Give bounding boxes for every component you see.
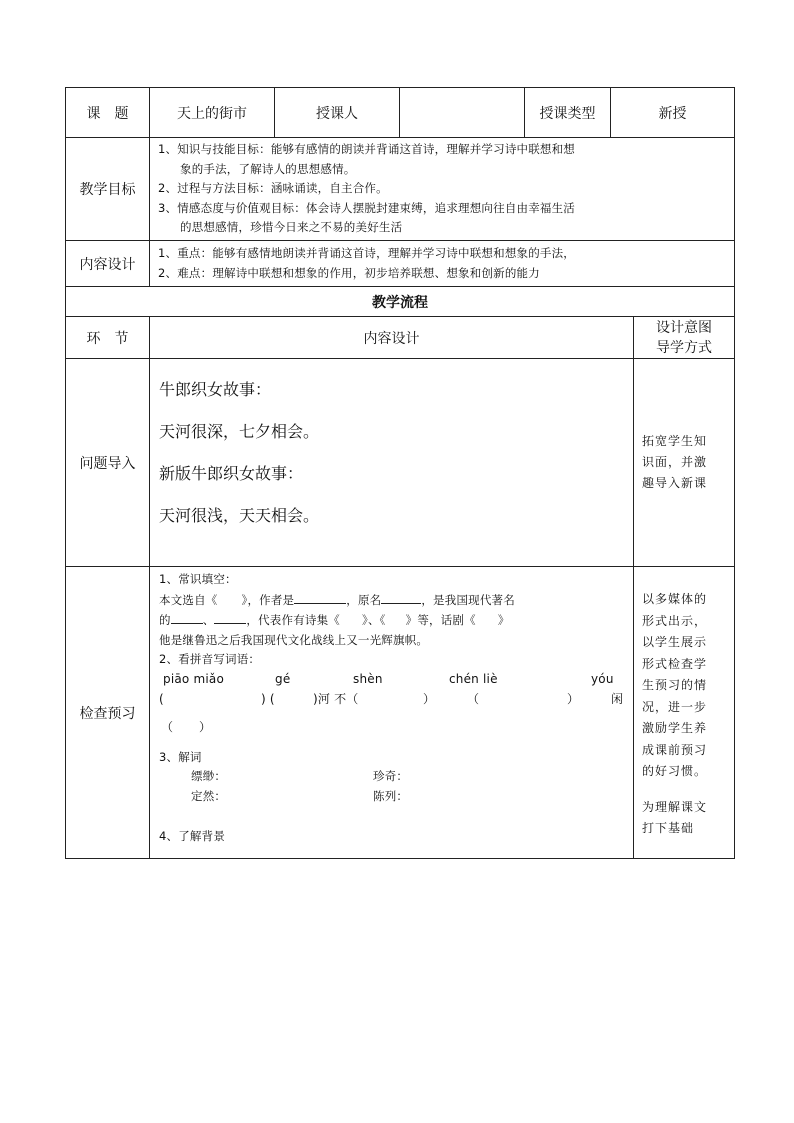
course-label: 课 题: [66, 88, 150, 138]
intro-content: [150, 359, 634, 567]
preview-intent: [634, 567, 734, 858]
col-intent-header: [634, 317, 734, 359]
type-value: 新授: [611, 88, 734, 138]
preview-intent-3: 以学生展示: [642, 635, 708, 649]
pinyin-5: yóu: [591, 671, 614, 686]
goal-line-2: 2、过程与方法目标：涵咏诵读，自主合作。: [158, 181, 388, 195]
intro-line-4: 天河很浅，天天相会。: [159, 506, 320, 525]
blank-h: （: [161, 719, 174, 734]
preview-q1-line-3: 他是继鲁迅之后我国现代文化战线上又一光辉旗帜。: [159, 632, 429, 647]
word-1: 缥缈：: [191, 769, 227, 783]
word-3: 定然：: [191, 789, 227, 803]
intro-intent: [634, 359, 734, 567]
blank-e: （: [467, 691, 480, 706]
q1-text-b: 》，作者是: [241, 592, 295, 607]
teacher-value: [400, 88, 525, 138]
pinyin-row: [159, 670, 629, 690]
preview-content: [150, 567, 634, 858]
q1-text-h: 》、《: [362, 613, 386, 627]
lesson-plan-table: [65, 87, 735, 859]
intro-line-3: 新版牛郎织女故事：: [159, 464, 304, 483]
difficulty-line: 2、难点：理解诗中联想和想象的作用，初步培养联想、想象和创新的能力: [158, 265, 540, 280]
col-content-header: 内容设计: [150, 317, 634, 359]
preview-intent-2: 形式出示，: [642, 613, 708, 628]
preview-intent-11: 打下基础: [642, 821, 695, 835]
q1-text-a: 本文选自《: [159, 592, 218, 607]
preview-intent-4: 形式检查学: [642, 656, 708, 671]
col-intent-line-1: 设计意图: [656, 319, 712, 336]
pinyin-4: chén liè: [449, 671, 498, 686]
intro-intent-1: 拓宽学生知: [642, 434, 708, 448]
col-section-header: 环 节: [66, 317, 150, 359]
flow-title: 教学流程: [66, 287, 734, 317]
preview-intent-8: 成课前预习: [642, 742, 708, 757]
preview-label: 检查预习: [66, 567, 150, 858]
blank-row-1: [159, 690, 629, 712]
word-row-1: [159, 767, 629, 787]
q1-text-g: ，代表作有诗集《: [246, 613, 341, 627]
teacher-label: 授课人: [275, 88, 400, 138]
course-value: 天上的街市: [150, 88, 275, 138]
pinyin-3: shèn: [353, 671, 383, 686]
preview-q3-title: 3、解词: [159, 749, 202, 764]
word-row-2: [159, 787, 629, 807]
blank-f: ）: [567, 691, 580, 706]
blank-c: )河 不（: [313, 691, 359, 706]
intro-line-2: 天河很深，七夕相会。: [159, 422, 320, 441]
col-intent-line-2: 导学方式: [656, 339, 712, 356]
goal-line-3: 3、情感态度与价值观目标：体会诗人摆脱封建束缚，追求理想向往自由幸福生活: [158, 200, 576, 215]
preview-q2-title: 2、看拼音写词语：: [159, 652, 261, 666]
q1-text-i: 》等，话剧《: [405, 613, 476, 627]
blank-d: ）: [423, 691, 436, 706]
word-4: 陈列：: [373, 789, 409, 803]
goal-line-1: 1、知识与技能目标：能够有感情的朗读并背诵这首诗，理解并学习诗中联想和想: [158, 142, 576, 156]
preview-intent-9: 的好习惯。: [642, 764, 708, 778]
type-label: 授课类型: [525, 88, 611, 138]
preview-intent-7: 激励学生养: [642, 721, 708, 735]
blank-a: (: [159, 691, 164, 706]
intro-intent-3: 趣导入新课: [642, 476, 708, 490]
blank-i: ）: [199, 719, 212, 734]
preview-q4-title: 4、了解背景: [159, 829, 226, 843]
q1-text-f: 、: [202, 613, 215, 627]
q1-text-j: 》: [497, 613, 510, 627]
q1-text-e: 的: [159, 613, 171, 627]
q1-text-c: ，原名: [346, 592, 382, 607]
q1-text-d: ，是我国现代著名: [421, 592, 515, 607]
content-design-label: 内容设计: [66, 241, 150, 287]
blank-row-2: [159, 712, 629, 734]
preview-q1-line-1: [159, 590, 629, 611]
preview-q1-title: 1、常识填空：: [159, 572, 237, 586]
key-point-line: 1、重点：能够有感情地朗读并背诵这首诗，理解并学习诗中联想和想象的手法，: [158, 246, 576, 260]
goal-line-3b: 的思想感情，珍惜今日来之不易的美好生活: [180, 220, 403, 234]
goal-line-1b: 象的手法，了解诗人的思想感情。: [180, 161, 356, 176]
blank-b: ) (: [261, 691, 275, 706]
goals-label: 教学目标: [66, 138, 150, 241]
preview-q1-line-2: [159, 610, 629, 631]
intro-intent-2: 识面，并激: [642, 455, 708, 469]
pinyin-1: piāo miǎo: [163, 671, 224, 686]
preview-intent-5: 生预习的情: [642, 678, 708, 692]
preview-intent-10: 为理解课文: [642, 799, 708, 814]
word-2: 珍奇：: [373, 769, 409, 783]
intro-line-1: 牛郎织女故事：: [159, 380, 272, 399]
preview-intent-1: 以多媒体的: [642, 592, 708, 606]
blank-g: 闲: [611, 691, 624, 706]
preview-intent-6: 况，进一步: [642, 699, 708, 714]
content-design-content: [150, 241, 734, 287]
pinyin-2: gé: [275, 671, 291, 686]
intro-label: 问题导入: [66, 359, 150, 567]
goals-content: [150, 138, 734, 241]
